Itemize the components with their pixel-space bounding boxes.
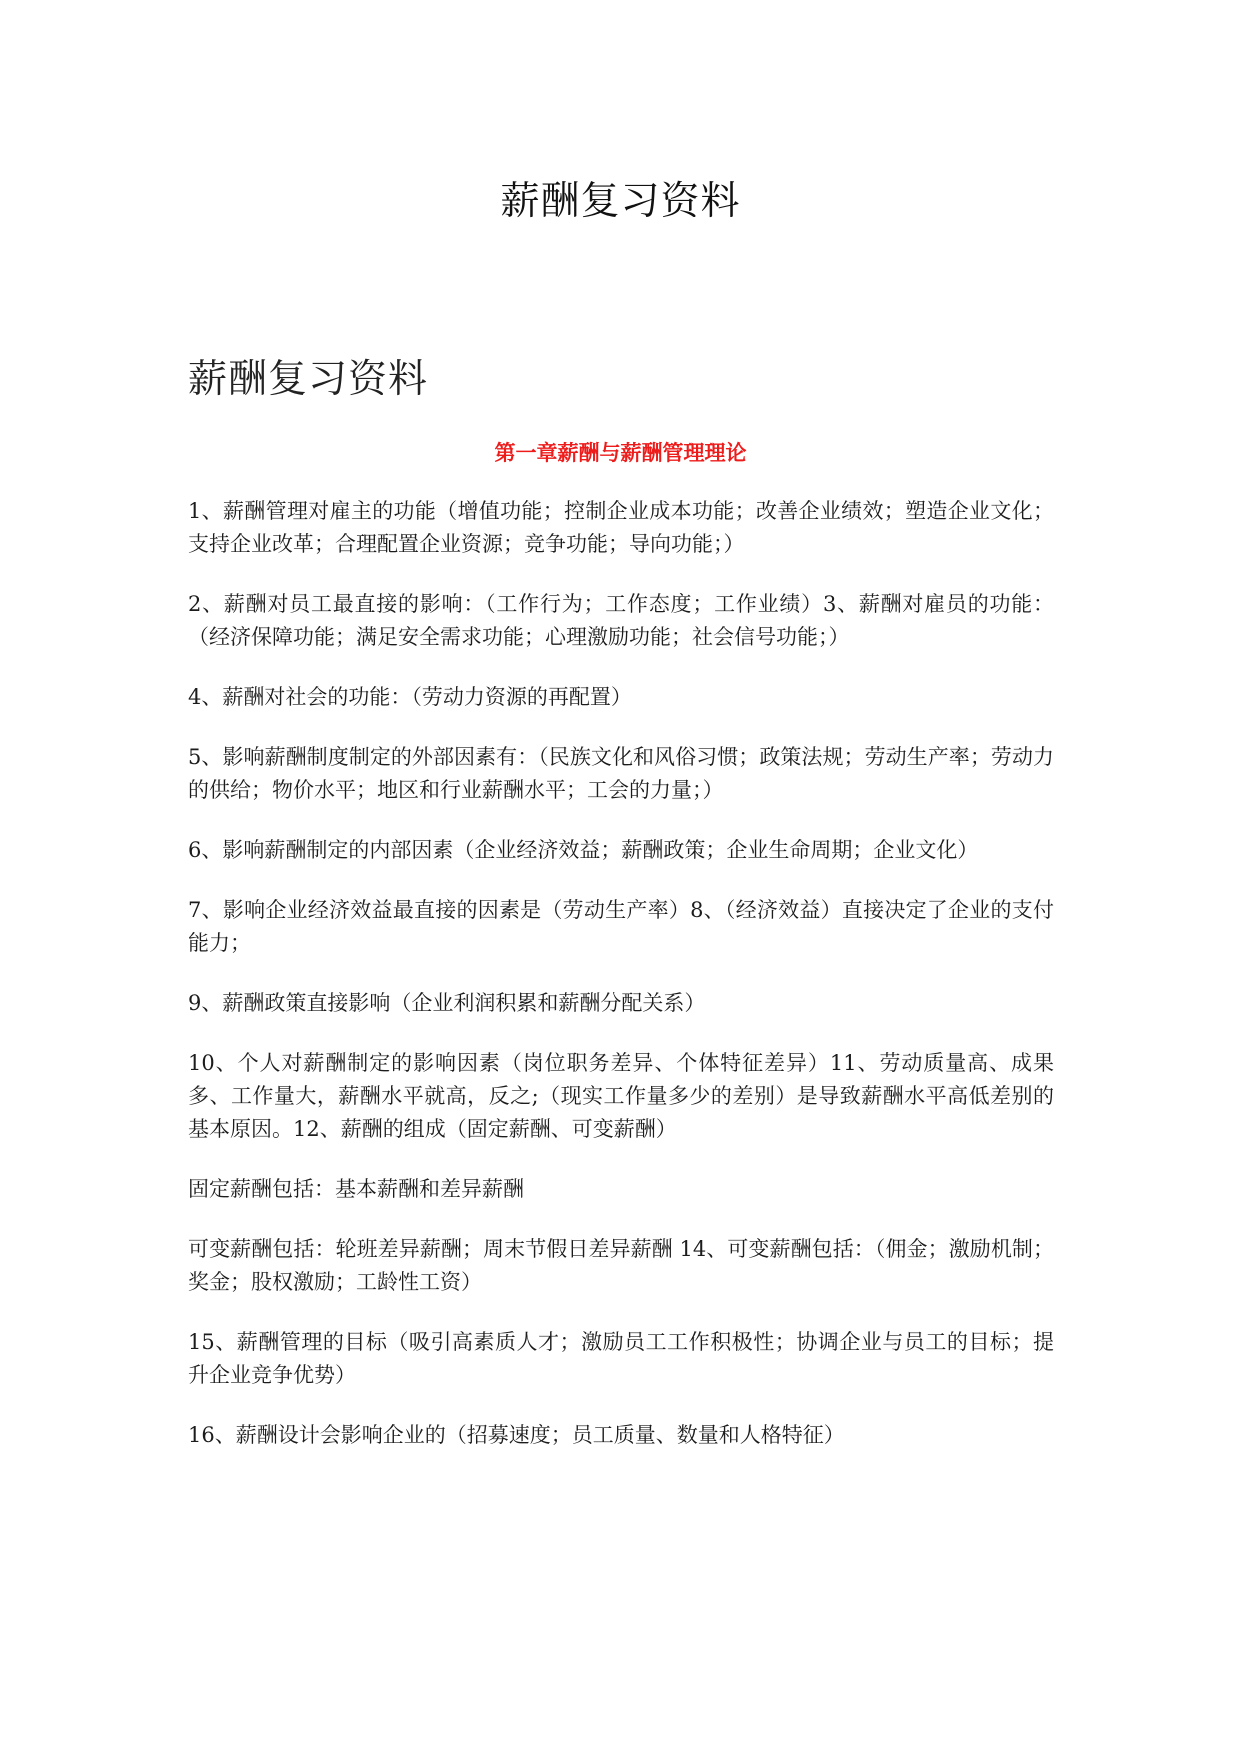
paragraph-10: 10、个人对薪酬制定的影响因素（岗位职务差异、个体特征差异）11、劳动质量高、成果多、工作量大，薪酬水平就高，反之;（现实工作量多少的差别）是导致薪酬水平高低差别的基本原因。12、薪酬的组成（固定薪酬、可变薪酬） [188,1051,1054,1141]
paragraph-1: 1、薪酬管理对雇主的功能（增值功能；控制企业成本功能；改善企业绩效；塑造企业文化；支持企业改革；合理配置企业资源；竞争功能；导向功能；） [188,499,1054,556]
paragraph-4: 4、薪酬对社会的功能：（劳动力资源的再配置） [188,685,632,709]
paragraph-2: 2、薪酬对员工最直接的影响：（工作行为；工作态度；工作业绩）3、薪酬对雇员的功能：（经济保障功能；满足安全需求功能；心理激励功能；社会信号功能；） [188,592,1054,649]
document-title: 薪酬复习资料 [500,179,741,224]
paragraph-variable-pay: 可变薪酬包括：轮班差异薪酬；周末节假日差异薪酬 14、可变薪酬包括：（佣金；激励机制；奖金；股权激励；工龄性工资） [188,1237,1054,1294]
paragraph-6: 6、影响薪酬制定的内部因素（企业经济效益；薪酬政策；企业生命周期；企业文化） [188,838,979,862]
document-body [188,495,1054,1479]
section-heading: 薪酬复习资料 [188,357,429,402]
paragraph-16: 16、薪酬设计会影响企业的（招募速度；员工质量、数量和人格特征） [188,1423,845,1447]
paragraph-15: 15、薪酬管理的目标（吸引高素质人才；激励员工工作积极性；协调企业与员工的目标；提升企业竞争优势） [188,1330,1054,1387]
paragraph-fixed-pay: 固定薪酬包括：基本薪酬和差异薪酬 [188,1177,524,1201]
paragraph-7: 7、影响企业经济效益最直接的因素是（劳动生产率）8、（经济效益）直接决定了企业的支付能力； [188,898,1054,955]
paragraph-5: 5、影响薪酬制度制定的外部因素有：（民族文化和风俗习惯；政策法规；劳动生产率；劳动力的供给；物价水平；地区和行业薪酬水平；工会的力量；） [188,745,1054,802]
chapter-title: 第一章薪酬与薪酬管理理论 [494,441,747,465]
paragraph-9: 9、薪酬政策直接影响（企业利润积累和薪酬分配关系） [188,991,706,1015]
